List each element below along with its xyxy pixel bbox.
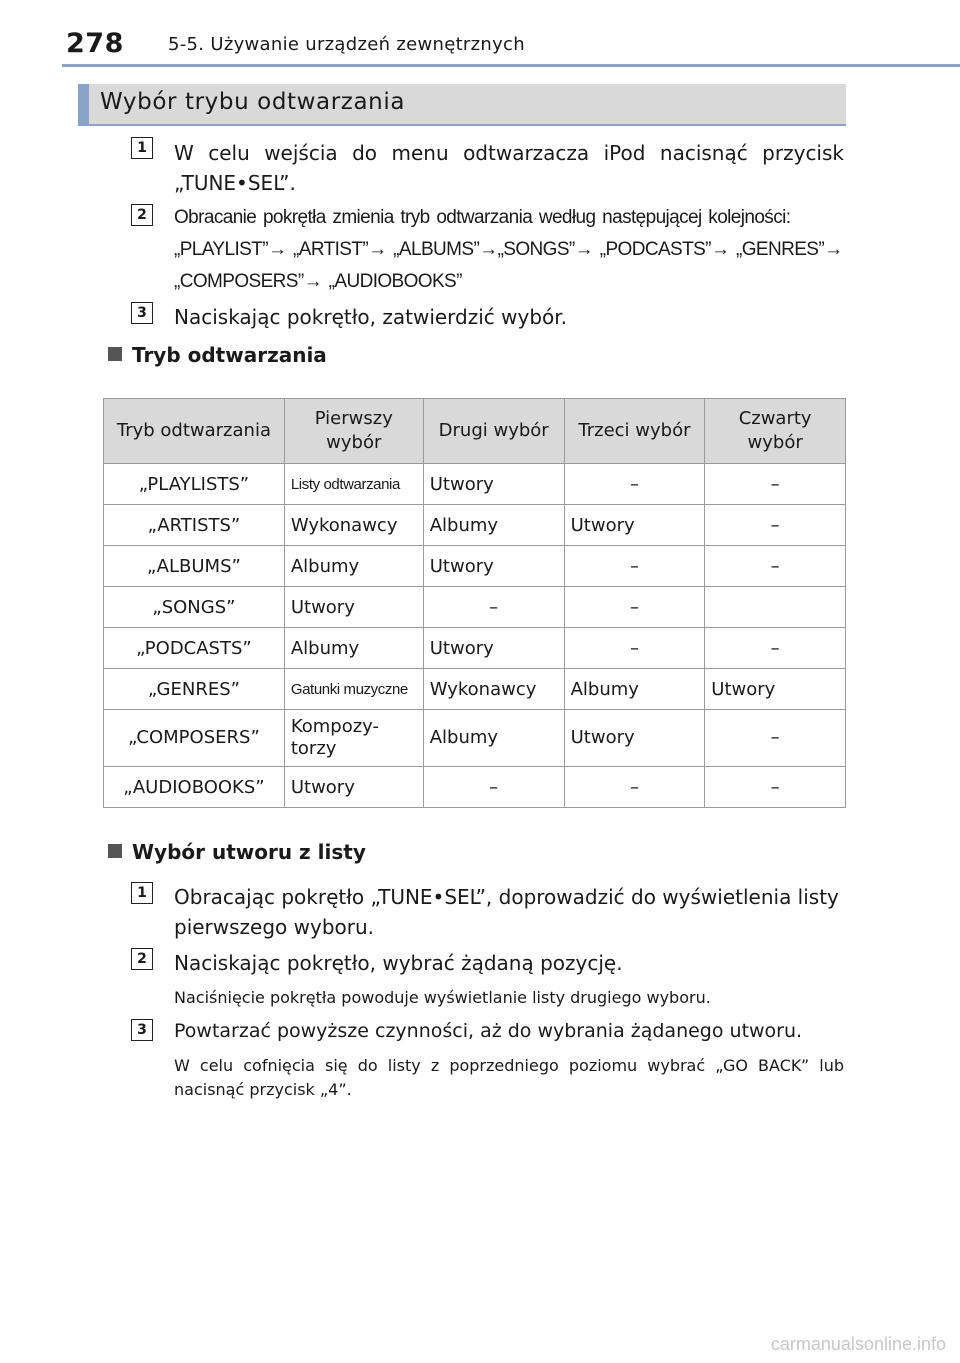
table-header: Drugi wybór bbox=[423, 399, 564, 464]
page-number: 278 bbox=[66, 28, 124, 59]
table-cell: Albumy bbox=[284, 546, 423, 587]
table-cell: Utwory bbox=[284, 767, 423, 808]
table-cell: – bbox=[423, 587, 564, 628]
table-row bbox=[104, 669, 846, 710]
watermark: carmanualsonline.info bbox=[770, 1334, 946, 1354]
step-number-3: 3 bbox=[131, 302, 153, 324]
table-cell: – bbox=[705, 767, 846, 808]
table-cell: – bbox=[564, 628, 705, 669]
page-header bbox=[62, 26, 960, 66]
table-row bbox=[104, 767, 846, 808]
table-cell: – bbox=[705, 710, 846, 767]
list-step-number-2: 2 bbox=[131, 948, 153, 970]
table-row bbox=[104, 628, 846, 669]
table-cell: „GENRES” bbox=[104, 669, 285, 710]
subheading-list-label: Wybór utworu z listy bbox=[132, 840, 366, 864]
step-text-1: W celu wejścia do menu odtwarzacza iPod nacisnąć przycisk „TUNE•SEL”. bbox=[174, 141, 844, 195]
table-cell: – bbox=[705, 464, 846, 505]
square-bullet-icon bbox=[108, 347, 122, 361]
table-header: Pierwszy wybór bbox=[284, 399, 423, 464]
table-row bbox=[104, 505, 846, 546]
table-cell: – bbox=[423, 767, 564, 808]
table-cell: – bbox=[564, 464, 705, 505]
table-cell: Albumy bbox=[564, 669, 705, 710]
table-cell: – bbox=[705, 505, 846, 546]
list-step-text-2: Naciskając pokrętło, wybrać żądaną pozycję. bbox=[174, 951, 623, 975]
table-cell: „COMPOSERS” bbox=[104, 710, 285, 767]
table-header: Tryb odtwarzania bbox=[104, 399, 285, 464]
list-step-number-3: 3 bbox=[131, 1019, 153, 1041]
table-row bbox=[104, 464, 846, 505]
table-cell: – bbox=[564, 546, 705, 587]
step-text-2: Obracanie pokrętła zmienia tryb odtwarzania według następującej kolejności: „PLAYLIST”→ „ARTIST”→ „ALBUMS”→„SONGS”→ „PODCASTS”→ „GENRES”→ „COMPOSERS”→ „AUDIOBOOKS” bbox=[174, 207, 843, 292]
list-step-text-1: Obracając pokrętło „TUNE•SEL”, doprowadzić do wyświetlenia listy pierwszego wyboru. bbox=[174, 885, 839, 939]
table-cell: Utwory bbox=[284, 587, 423, 628]
table-cell: „SONGS” bbox=[104, 587, 285, 628]
subheading-modes-label: Tryb odtwarzania bbox=[132, 343, 327, 367]
table-cell: Gatunki muzyczne bbox=[284, 669, 423, 710]
table-row bbox=[104, 546, 846, 587]
table-cell: Kompozy- torzy bbox=[284, 710, 423, 767]
table-cell: Wykonawcy bbox=[284, 505, 423, 546]
table-cell: Utwory bbox=[564, 710, 705, 767]
table-cell: – bbox=[705, 628, 846, 669]
list-step-text-3: Powtarzać powyższe czynności, aż do wybrania żądanego utworu. bbox=[174, 1020, 803, 1042]
step-number-1: 1 bbox=[131, 137, 153, 159]
table-cell: Listy odtwarzania bbox=[284, 464, 423, 505]
section-heading bbox=[78, 84, 846, 126]
table-cell: Utwory bbox=[564, 505, 705, 546]
playback-mode-table bbox=[103, 398, 846, 808]
list-step-number-1: 1 bbox=[131, 882, 153, 904]
section-title: Wybór trybu odtwarzania bbox=[100, 89, 406, 115]
table-cell: „PODCASTS” bbox=[104, 628, 285, 669]
table-cell: Utwory bbox=[423, 546, 564, 587]
table-cell: Utwory bbox=[423, 628, 564, 669]
step-text-3: Naciskając pokrętło, zatwierdzić wybór. bbox=[174, 305, 568, 329]
list-step-note-3: W celu cofnięcia się do listy z poprzedniego poziomu wybrać „GO BACK” lub nacisnąć przycisk „4”. bbox=[174, 1056, 844, 1099]
step-number-2: 2 bbox=[131, 204, 153, 226]
table-cell: „ALBUMS” bbox=[104, 546, 285, 587]
table-cell: Albumy bbox=[423, 505, 564, 546]
table-cell: – bbox=[705, 546, 846, 587]
header-rule bbox=[62, 64, 960, 67]
subheading-list bbox=[108, 840, 366, 864]
table-header: Czwarty wybór bbox=[705, 399, 846, 464]
table-cell: „ARTISTS” bbox=[104, 505, 285, 546]
square-bullet-icon bbox=[108, 844, 122, 858]
table-cell: „PLAYLISTS” bbox=[104, 464, 285, 505]
table-cell: – bbox=[564, 767, 705, 808]
table-header-row bbox=[104, 399, 846, 464]
table-cell: Utwory bbox=[705, 669, 846, 710]
table-cell: Wykonawcy bbox=[423, 669, 564, 710]
chapter-title: 5-5. Używanie urządzeń zewnętrznych bbox=[168, 34, 525, 55]
section-accent bbox=[78, 84, 89, 126]
table-cell: Albumy bbox=[423, 710, 564, 767]
table-cell: – bbox=[564, 587, 705, 628]
table-header: Trzeci wybór bbox=[564, 399, 705, 464]
table-cell: Utwory bbox=[423, 464, 564, 505]
table-cell: „AUDIOBOOKS” bbox=[104, 767, 285, 808]
list-step-note-2: Naciśnięcie pokrętła powoduje wyświetlanie listy drugiego wyboru. bbox=[174, 988, 711, 1007]
subheading-modes bbox=[108, 343, 327, 367]
table-row bbox=[104, 587, 846, 628]
table-cell bbox=[705, 587, 846, 628]
table-cell: Albumy bbox=[284, 628, 423, 669]
table-row bbox=[104, 710, 846, 767]
